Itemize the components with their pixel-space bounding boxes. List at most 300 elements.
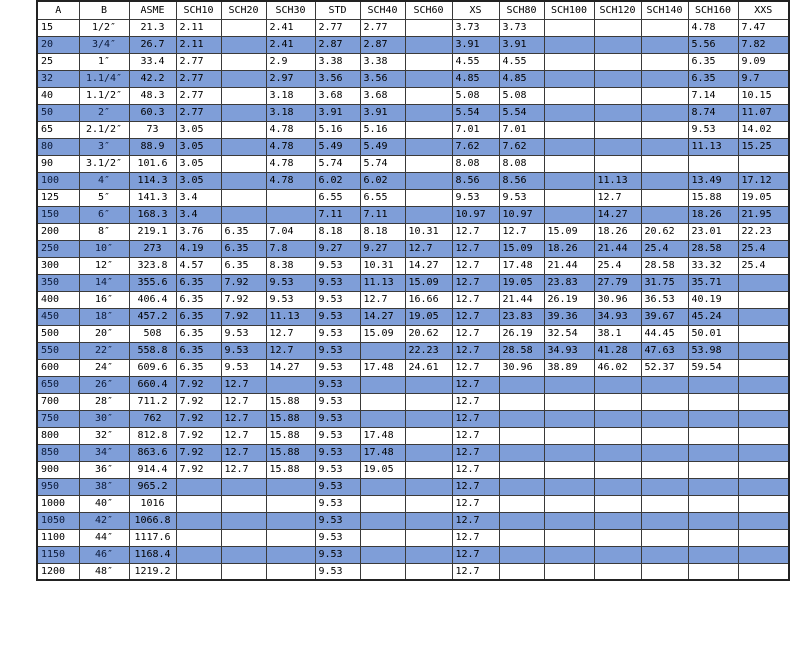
cell-b: 10″ [79,240,129,257]
table-row [37,410,789,427]
cell-a: 32 [37,70,79,87]
cell-a: 650 [37,376,79,393]
cell-xxs [738,376,789,393]
cell-sch40: 17.48 [360,444,405,461]
cell-sch60: 16.66 [405,291,452,308]
cell-xxs: 22.23 [738,223,789,240]
cell-sch30 [266,546,315,563]
cell-sch80: 5.08 [499,87,544,104]
cell-sch10: 7.92 [176,376,221,393]
cell-b: 8″ [79,223,129,240]
cell-sch160 [688,393,738,410]
cell-xs: 7.62 [452,138,499,155]
table-row [37,325,789,342]
cell-sch80 [499,410,544,427]
cell-sch120: 11.13 [594,172,641,189]
cell-sch140: 31.75 [641,274,688,291]
cell-sch80 [499,546,544,563]
cell-sch120 [594,376,641,393]
cell-std: 9.53 [315,393,360,410]
cell-sch140 [641,393,688,410]
cell-sch140 [641,138,688,155]
cell-sch10: 7.92 [176,393,221,410]
table-row [37,308,789,325]
cell-std: 5.16 [315,121,360,138]
cell-sch160: 33.32 [688,257,738,274]
cell-a: 800 [37,427,79,444]
cell-sch60 [405,121,452,138]
cell-xs: 12.7 [452,274,499,291]
cell-sch60 [405,36,452,53]
cell-std: 9.53 [315,291,360,308]
cell-xxs: 21.95 [738,206,789,223]
cell-sch30: 15.88 [266,410,315,427]
cell-xxs: 14.02 [738,121,789,138]
cell-sch20 [221,138,266,155]
cell-xxs: 17.12 [738,172,789,189]
cell-sch30: 2.97 [266,70,315,87]
cell-b: 4″ [79,172,129,189]
cell-sch80: 3.73 [499,19,544,36]
cell-asme: 609.6 [129,359,176,376]
cell-sch140: 47.63 [641,342,688,359]
table-row [37,529,789,546]
cell-xs: 12.7 [452,546,499,563]
cell-sch120 [594,512,641,529]
cell-sch30: 2.9 [266,53,315,70]
cell-sch10 [176,512,221,529]
cell-sch160 [688,461,738,478]
cell-sch160: 35.71 [688,274,738,291]
cell-sch20 [221,53,266,70]
cell-xs: 8.56 [452,172,499,189]
cell-sch80: 30.96 [499,359,544,376]
cell-sch10: 6.35 [176,274,221,291]
cell-sch30: 12.7 [266,325,315,342]
cell-sch80: 7.01 [499,121,544,138]
cell-sch140 [641,70,688,87]
cell-asme: 114.3 [129,172,176,189]
cell-sch80: 28.58 [499,342,544,359]
table-row [37,121,789,138]
table-row [37,376,789,393]
cell-sch30: 9.53 [266,291,315,308]
table-row [37,138,789,155]
cell-b: 44″ [79,529,129,546]
cell-xxs: 7.47 [738,19,789,36]
cell-asme: 914.4 [129,461,176,478]
cell-sch10: 2.11 [176,36,221,53]
cell-sch20 [221,19,266,36]
cell-sch20 [221,495,266,512]
cell-sch100 [544,19,594,36]
cell-sch160: 7.14 [688,87,738,104]
cell-sch20 [221,121,266,138]
cell-asme: 762 [129,410,176,427]
table-row [37,223,789,240]
cell-sch120 [594,529,641,546]
cell-a: 50 [37,104,79,121]
cell-sch140: 28.58 [641,257,688,274]
cell-a: 1150 [37,546,79,563]
cell-sch40: 19.05 [360,461,405,478]
cell-sch40 [360,512,405,529]
cell-xxs: 7.82 [738,36,789,53]
column-header-sch30: SCH30 [266,1,315,19]
cell-a: 900 [37,461,79,478]
cell-std: 2.87 [315,36,360,53]
cell-sch60 [405,376,452,393]
cell-xs: 12.7 [452,563,499,580]
cell-sch100: 38.89 [544,359,594,376]
cell-sch60 [405,410,452,427]
cell-std: 5.49 [315,138,360,155]
cell-sch60: 12.7 [405,240,452,257]
cell-xxs [738,393,789,410]
cell-std: 3.91 [315,104,360,121]
cell-sch80 [499,444,544,461]
cell-std: 9.27 [315,240,360,257]
cell-sch80 [499,495,544,512]
column-header-sch40: SCH40 [360,1,405,19]
cell-sch10: 4.19 [176,240,221,257]
cell-asme: 42.2 [129,70,176,87]
column-header-sch100: SCH100 [544,1,594,19]
cell-xxs [738,308,789,325]
cell-asme: 1168.4 [129,546,176,563]
cell-sch80: 21.44 [499,291,544,308]
cell-a: 90 [37,155,79,172]
cell-asme: 711.2 [129,393,176,410]
cell-asme: 21.3 [129,19,176,36]
cell-sch80 [499,512,544,529]
cell-sch40 [360,563,405,580]
cell-sch100 [544,461,594,478]
cell-xxs: 25.4 [738,257,789,274]
cell-sch140 [641,19,688,36]
table-row [37,563,789,580]
column-header-xs: XS [452,1,499,19]
cell-sch120 [594,444,641,461]
cell-b: 42″ [79,512,129,529]
cell-b: 2.1/2″ [79,121,129,138]
cell-sch160 [688,155,738,172]
cell-sch100 [544,546,594,563]
cell-asme: 660.4 [129,376,176,393]
cell-sch30: 15.88 [266,427,315,444]
cell-sch30 [266,189,315,206]
cell-sch160: 23.01 [688,223,738,240]
cell-a: 850 [37,444,79,461]
cell-sch40: 8.18 [360,223,405,240]
cell-asme: 323.8 [129,257,176,274]
cell-sch20 [221,155,266,172]
cell-sch40: 5.49 [360,138,405,155]
cell-xxs: 9.09 [738,53,789,70]
cell-sch30: 8.38 [266,257,315,274]
cell-xxs [738,359,789,376]
cell-sch10: 3.05 [176,138,221,155]
cell-asme: 33.4 [129,53,176,70]
table-row [37,342,789,359]
cell-a: 80 [37,138,79,155]
cell-sch60 [405,512,452,529]
cell-a: 1100 [37,529,79,546]
cell-sch80 [499,393,544,410]
table-row [37,359,789,376]
cell-sch160 [688,478,738,495]
cell-sch20: 12.7 [221,461,266,478]
cell-sch160: 15.88 [688,189,738,206]
cell-sch20 [221,478,266,495]
cell-sch160 [688,529,738,546]
cell-sch100 [544,393,594,410]
cell-b: 1/2″ [79,19,129,36]
cell-sch10: 2.77 [176,53,221,70]
cell-sch40: 3.56 [360,70,405,87]
cell-sch120 [594,563,641,580]
cell-a: 250 [37,240,79,257]
cell-sch10: 3.05 [176,121,221,138]
column-header-sch140: SCH140 [641,1,688,19]
cell-sch30: 4.78 [266,155,315,172]
cell-sch120 [594,70,641,87]
column-header-sch60: SCH60 [405,1,452,19]
cell-sch80: 4.85 [499,70,544,87]
cell-sch100: 21.44 [544,257,594,274]
cell-sch140 [641,546,688,563]
table-row [37,393,789,410]
cell-asme: 101.6 [129,155,176,172]
cell-sch20 [221,206,266,223]
cell-sch140 [641,172,688,189]
cell-sch20 [221,70,266,87]
cell-xxs [738,478,789,495]
cell-xxs [738,495,789,512]
cell-xxs: 25.4 [738,240,789,257]
cell-sch160: 18.26 [688,206,738,223]
cell-sch40: 11.13 [360,274,405,291]
cell-b: 26″ [79,376,129,393]
cell-sch20: 9.53 [221,342,266,359]
cell-sch100: 23.83 [544,274,594,291]
cell-sch40: 3.38 [360,53,405,70]
cell-xxs [738,461,789,478]
table-row [37,70,789,87]
cell-b: 30″ [79,410,129,427]
cell-sch120 [594,36,641,53]
cell-sch20: 12.7 [221,410,266,427]
cell-sch80 [499,563,544,580]
column-header-std: STD [315,1,360,19]
cell-std: 8.18 [315,223,360,240]
cell-sch120 [594,393,641,410]
column-header-sch80: SCH80 [499,1,544,19]
cell-sch80: 26.19 [499,325,544,342]
cell-sch10: 6.35 [176,342,221,359]
cell-sch160 [688,495,738,512]
cell-asme: 812.8 [129,427,176,444]
cell-sch40: 17.48 [360,427,405,444]
cell-sch20 [221,104,266,121]
cell-asme: 1219.2 [129,563,176,580]
cell-sch80: 8.56 [499,172,544,189]
table-body [37,19,789,580]
cell-sch30 [266,563,315,580]
cell-std: 9.53 [315,342,360,359]
cell-xs: 3.91 [452,36,499,53]
cell-sch140 [641,206,688,223]
cell-sch30: 7.04 [266,223,315,240]
cell-asme: 965.2 [129,478,176,495]
cell-b: 22″ [79,342,129,359]
cell-std: 3.68 [315,87,360,104]
cell-sch30: 2.41 [266,36,315,53]
cell-sch60 [405,138,452,155]
cell-sch160 [688,376,738,393]
cell-sch160: 4.78 [688,19,738,36]
table-row [37,240,789,257]
cell-a: 750 [37,410,79,427]
cell-a: 700 [37,393,79,410]
cell-sch20 [221,546,266,563]
cell-xs: 12.7 [452,478,499,495]
cell-sch20: 12.7 [221,444,266,461]
cell-sch60 [405,393,452,410]
cell-sch100 [544,172,594,189]
cell-sch80: 12.7 [499,223,544,240]
cell-sch30: 7.8 [266,240,315,257]
cell-asme: 863.6 [129,444,176,461]
cell-std: 5.74 [315,155,360,172]
cell-sch60 [405,444,452,461]
cell-asme: 60.3 [129,104,176,121]
cell-xs: 12.7 [452,529,499,546]
table-row [37,19,789,36]
cell-xs: 12.7 [452,512,499,529]
cell-xs: 12.7 [452,461,499,478]
cell-xs: 10.97 [452,206,499,223]
cell-sch100 [544,563,594,580]
cell-sch10 [176,529,221,546]
cell-sch100 [544,206,594,223]
cell-sch80: 7.62 [499,138,544,155]
cell-xs: 12.7 [452,410,499,427]
cell-sch60 [405,478,452,495]
cell-sch10 [176,546,221,563]
cell-asme: 508 [129,325,176,342]
cell-sch120: 41.28 [594,342,641,359]
cell-xxs [738,563,789,580]
cell-std: 3.38 [315,53,360,70]
table-row [37,495,789,512]
cell-sch140 [641,87,688,104]
table-row [37,257,789,274]
cell-xxs [738,342,789,359]
cell-sch10: 2.77 [176,87,221,104]
cell-sch60: 14.27 [405,257,452,274]
cell-asme: 457.2 [129,308,176,325]
cell-a: 20 [37,36,79,53]
cell-sch60 [405,529,452,546]
cell-sch40: 5.16 [360,121,405,138]
cell-sch60 [405,563,452,580]
cell-sch140 [641,461,688,478]
cell-sch100 [544,121,594,138]
cell-xxs [738,512,789,529]
cell-sch100 [544,529,594,546]
cell-sch60 [405,53,452,70]
cell-sch100 [544,155,594,172]
cell-sch60 [405,427,452,444]
cell-asme: 273 [129,240,176,257]
cell-asme: 406.4 [129,291,176,308]
cell-a: 125 [37,189,79,206]
cell-sch60: 22.23 [405,342,452,359]
cell-b: 3/4″ [79,36,129,53]
cell-std: 9.53 [315,376,360,393]
cell-sch140 [641,155,688,172]
cell-xs: 12.7 [452,359,499,376]
column-header-sch160: SCH160 [688,1,738,19]
cell-sch10: 6.35 [176,308,221,325]
cell-std: 9.53 [315,308,360,325]
cell-sch120: 27.79 [594,274,641,291]
cell-sch40 [360,376,405,393]
cell-sch20: 7.92 [221,291,266,308]
cell-sch120 [594,121,641,138]
cell-sch80: 23.83 [499,308,544,325]
cell-sch100 [544,87,594,104]
cell-sch80 [499,427,544,444]
cell-sch10: 7.92 [176,410,221,427]
table-row [37,87,789,104]
cell-sch140: 52.37 [641,359,688,376]
cell-sch160 [688,410,738,427]
cell-a: 1200 [37,563,79,580]
cell-sch160: 45.24 [688,308,738,325]
cell-sch140 [641,529,688,546]
cell-sch160: 13.49 [688,172,738,189]
cell-sch160: 28.58 [688,240,738,257]
cell-sch60: 15.09 [405,274,452,291]
table-row [37,512,789,529]
cell-xs: 12.7 [452,223,499,240]
cell-sch120: 14.27 [594,206,641,223]
cell-sch120 [594,87,641,104]
cell-sch10: 2.77 [176,70,221,87]
cell-a: 150 [37,206,79,223]
cell-sch30: 15.88 [266,444,315,461]
cell-sch10: 3.05 [176,155,221,172]
cell-b: 38″ [79,478,129,495]
cell-sch40 [360,546,405,563]
cell-sch100 [544,70,594,87]
cell-a: 950 [37,478,79,495]
cell-std: 3.56 [315,70,360,87]
cell-sch10: 7.92 [176,444,221,461]
cell-sch160: 9.53 [688,121,738,138]
cell-sch140 [641,53,688,70]
cell-xs: 12.7 [452,495,499,512]
cell-sch100: 15.09 [544,223,594,240]
cell-sch140 [641,36,688,53]
cell-sch30: 2.41 [266,19,315,36]
cell-b: 5″ [79,189,129,206]
cell-sch160: 53.98 [688,342,738,359]
cell-sch120: 12.7 [594,189,641,206]
cell-xxs [738,529,789,546]
